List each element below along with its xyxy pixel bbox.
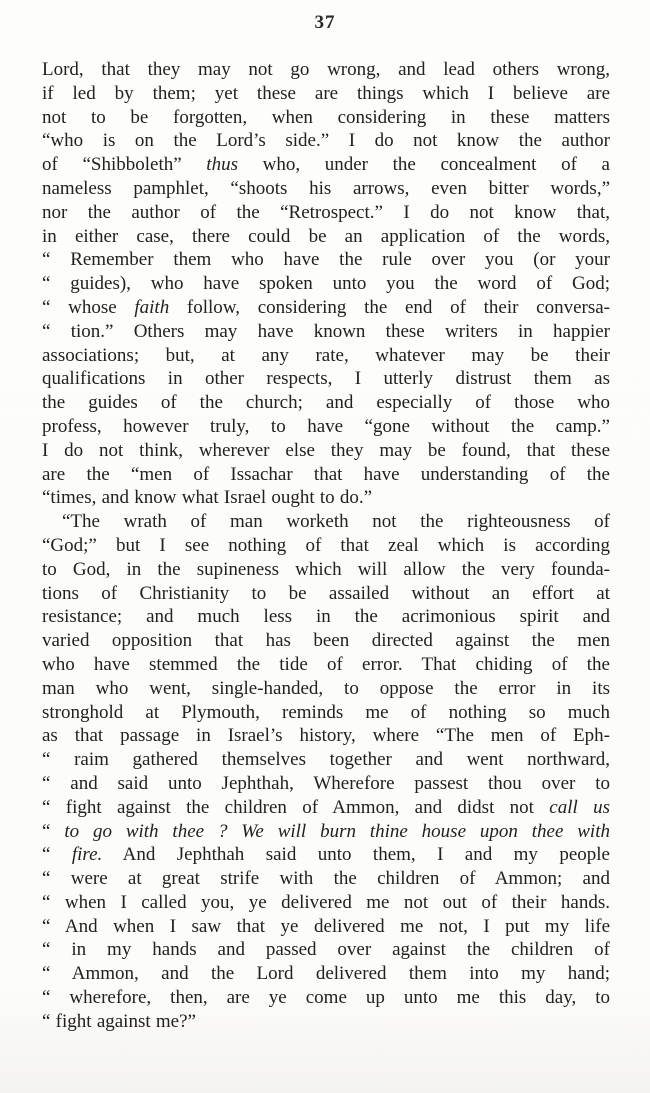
text-segment: “ in my hands and passed over against the children of <box>42 939 610 961</box>
text-line <box>42 843 610 867</box>
text-segment: “ raim gathered themselves together and went northward, <box>42 749 610 771</box>
text-segment: “ tion.” Others may have known these writers in happier <box>42 320 610 342</box>
text-segment: “ wherefore, then, are ye come up unto me this day, to <box>42 987 610 1009</box>
text-segment: qualifications in other respects, I utterly distrust them as <box>42 368 610 390</box>
text-line <box>42 677 610 701</box>
text-segment: “ fight against me?” <box>42 1010 196 1032</box>
paragraph <box>42 510 610 1034</box>
text-line <box>42 938 610 962</box>
text-line <box>42 748 610 772</box>
text-segment: nor the author of the “Retrospect.” I do not know that, <box>42 201 610 223</box>
text-segment: Lord, that they may not go wrong, and lead others wrong, <box>42 59 610 80</box>
text-line <box>42 201 610 225</box>
text-line <box>42 486 610 510</box>
text-segment: profess, however truly, to have “gone without the camp.” <box>42 415 610 437</box>
text-line <box>42 1010 610 1034</box>
text-line <box>42 653 610 677</box>
text-line <box>42 772 610 796</box>
text-segment: not to be forgotten, when considering in these matters <box>42 106 610 128</box>
text-segment: who, under the concealment of a <box>237 154 610 176</box>
text-segment: the guides of the church; and especially of those who <box>42 392 610 414</box>
text-line <box>42 106 610 130</box>
text-line <box>42 867 610 891</box>
text-segment: as that passage in Israel’s history, where “The men of Eph- <box>42 725 610 747</box>
text-line <box>42 796 610 820</box>
text-segment: man who went, single-handed, to oppose the error in its <box>42 677 610 699</box>
text-segment: to God, in the supineness which will allow the very founda- <box>42 558 610 580</box>
text-segment: tions of Christianity to be assailed without an effort at <box>42 582 610 604</box>
text-segment: “ Ammon, and the Lord delivered them into my hand; <box>42 963 610 985</box>
text-segment: “ <box>42 820 65 842</box>
text-line <box>42 629 610 653</box>
text-segment: I do not think, wherever else they may be found, that these <box>42 439 610 461</box>
text-line <box>42 986 610 1010</box>
text-segment: nameless pamphlet, “shoots his arrows, even bitter words,” <box>42 177 610 199</box>
text-segment: “The wrath of man worketh not the righteousness of <box>62 511 610 533</box>
text-segment: And Jephthah said unto them, I and my people <box>102 844 610 866</box>
text-segment: of “Shibboleth” <box>42 154 207 176</box>
italic-text: faith <box>134 296 170 318</box>
page-number: 37 <box>314 12 336 33</box>
text-line <box>42 534 610 558</box>
text-line <box>42 915 610 939</box>
italic-text: to go with thee ? We will burn thine house upon thee with <box>64 820 610 842</box>
text-line <box>42 391 610 415</box>
text-segment: follow, considering the end of their conversa- <box>169 296 610 318</box>
text-segment: if led by them; yet these are things which I believe are <box>42 82 610 104</box>
text-segment: “ <box>42 844 72 866</box>
text-segment: “times, and know what Israel ought to do.” <box>42 487 373 509</box>
text-segment: who have stemmed the tide of error. That chiding of the <box>42 653 610 675</box>
text-segment: stronghold at Plymouth, reminds me of nothing so much <box>42 701 610 723</box>
text-line <box>42 582 610 606</box>
text-line <box>42 296 610 320</box>
italic-text: fire. <box>71 844 103 866</box>
text-line <box>42 129 610 153</box>
paragraph <box>42 58 610 510</box>
text-segment: “ whose <box>42 296 135 318</box>
text-line <box>42 510 610 534</box>
italic-text: thus <box>206 154 238 176</box>
text-line <box>42 153 610 177</box>
text-segment: “ and said unto Jephthah, Wherefore passest thou over to <box>42 772 610 794</box>
text-line <box>42 701 610 725</box>
text-line <box>42 962 610 986</box>
text-line <box>42 344 610 368</box>
text-segment: in either case, there could be an application of the words, <box>42 225 610 247</box>
text-segment: “ guides), who have spoken unto you the word of God; <box>42 273 610 295</box>
text-segment: “God;” but I see nothing of that zeal which is according <box>42 534 610 556</box>
text-segment: “ when I called you, ye delivered me not out of their hands. <box>42 891 610 913</box>
text-line <box>42 439 610 463</box>
text-segment: associations; but, at any rate, whatever may be their <box>42 344 610 366</box>
text-line <box>42 891 610 915</box>
text-segment: varied opposition that has been directed against the men <box>42 630 610 652</box>
text-line <box>42 177 610 201</box>
text-line <box>42 248 610 272</box>
text-line <box>42 58 610 82</box>
text-line <box>42 463 610 487</box>
text-line <box>42 558 610 582</box>
text-segment: “who is on the Lord’s side.” I do not know the author <box>42 130 610 152</box>
text-line <box>42 272 610 296</box>
text-line <box>42 415 610 439</box>
text-line <box>42 724 610 748</box>
text-line <box>42 367 610 391</box>
text-segment: “ And when I saw that ye delivered me not, I put my life <box>42 915 610 937</box>
text-line <box>42 225 610 249</box>
text-segment: are the “men of Issachar that have understanding of the <box>42 463 610 485</box>
text-line <box>42 82 610 106</box>
text-line <box>42 320 610 344</box>
text-segment: “ fight against the children of Ammon, and didst not <box>42 796 550 818</box>
text-segment: “ were at great strife with the children of Ammon; and <box>42 868 610 890</box>
italic-text: call us <box>549 796 610 818</box>
text-line <box>42 820 610 844</box>
text-segment: “ Remember them who have the rule over you (or your <box>42 249 610 271</box>
text-line <box>42 605 610 629</box>
page-body <box>42 58 610 1034</box>
text-segment: resistance; and much less in the acrimonious spirit and <box>42 606 610 628</box>
